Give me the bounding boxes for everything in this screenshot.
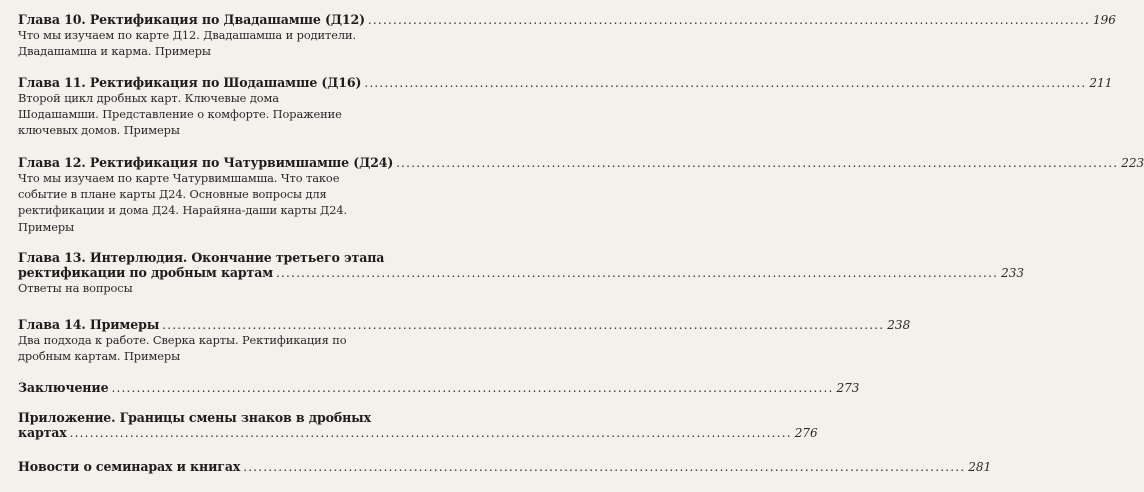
toc-entry-chapter-11[interactable] [18,75,1113,139]
toc-entry-chapter-13[interactable] [18,250,1025,296]
toc-description [18,170,398,235]
toc-description-line: Что мы изучаем по карте Д12. Двадашамша и родители. [18,28,356,42]
toc-description-line: ключевых домов. Примеры [18,123,180,138]
toc-description-line: Примеры [18,219,75,234]
toc-entry-conclusion[interactable] [18,380,860,395]
toc-description-line: Двадашамша и карма. Примеры [18,44,211,59]
toc-title-continued: картах [18,425,67,440]
toc-leader-dots [276,266,998,280]
toc-page-number: 238 [887,318,911,332]
toc-leader-dots [162,318,884,332]
toc-page-number: 276 [794,426,818,440]
toc-heading-row [18,265,1025,280]
toc-title: Глава 13. Интерлюдия. Окончание третьего этапа [18,250,385,265]
toc-heading-row [18,317,911,332]
toc-page-number: 273 [836,381,860,395]
toc-entry-chapter-14[interactable] [18,317,911,364]
toc-description-line: Два подхода к работе. Сверка карты. Ректификация по [18,333,347,347]
toc-leader-dots [243,460,965,474]
toc-description-line: Ответы на вопросы [18,281,133,295]
toc-heading-row [18,380,860,395]
toc-entry-chapter-12[interactable] [18,155,1144,235]
toc-page-number: 211 [1089,76,1113,90]
toc-leader-dots [396,156,1118,170]
toc-description-line: Шодашамши. Представление о комфорте. Поражение [18,107,342,122]
toc-page-number: 233 [1001,266,1025,280]
toc-title: Глава 14. Примеры [18,317,160,332]
toc-description-line: событие в плане карты Д24. Основные вопросы для [18,187,327,202]
toc-entry-appendix[interactable] [18,410,818,440]
toc-heading-row [18,75,1113,90]
toc-description-line: Второй цикл дробных карт. Ключевые дома [18,91,279,105]
toc-description-line: ректификации и дома Д24. Нарайяна-даши карты Д24. [18,203,348,218]
toc-heading-row [18,12,1116,27]
toc-heading-row [18,155,1144,170]
toc-description [18,280,398,296]
toc-entry-chapter-10[interactable] [18,12,1116,59]
toc-title: Приложение. Границы смены знаков в дробных [18,410,371,425]
toc-description [18,27,398,59]
toc-leader-dots [70,426,792,440]
toc-title: Заключение [18,380,109,395]
toc-description [18,332,398,364]
toc-title: Глава 11. Ректификация по Шодашамше (Д16) [18,75,362,90]
toc-title: Новости о семинарах и книгах [18,459,241,474]
toc-title: Глава 10. Ректификация по Двадашамше (Д12) [18,12,365,27]
toc-entry-news[interactable] [18,459,992,474]
toc-page-number: 223 [1121,156,1144,170]
toc-heading-row [18,425,818,440]
toc-page-number: 281 [968,460,992,474]
toc-page-number: 196 [1093,13,1116,27]
toc-leader-dots [111,381,833,395]
toc-title-continued: ректификации по дробным картам [18,265,274,280]
toc-leader-dots [364,76,1086,90]
toc-description-line: дробным картам. Примеры [18,349,181,364]
toc-description [18,90,398,139]
toc-title: Глава 12. Ректификация по Чатурвимшамше (Д24) [18,155,394,170]
toc-leader-dots [368,13,1090,27]
toc-description-line: Что мы изучаем по карте Чатурвимшамша. Что такое [18,171,340,185]
toc-heading-row [18,459,992,474]
